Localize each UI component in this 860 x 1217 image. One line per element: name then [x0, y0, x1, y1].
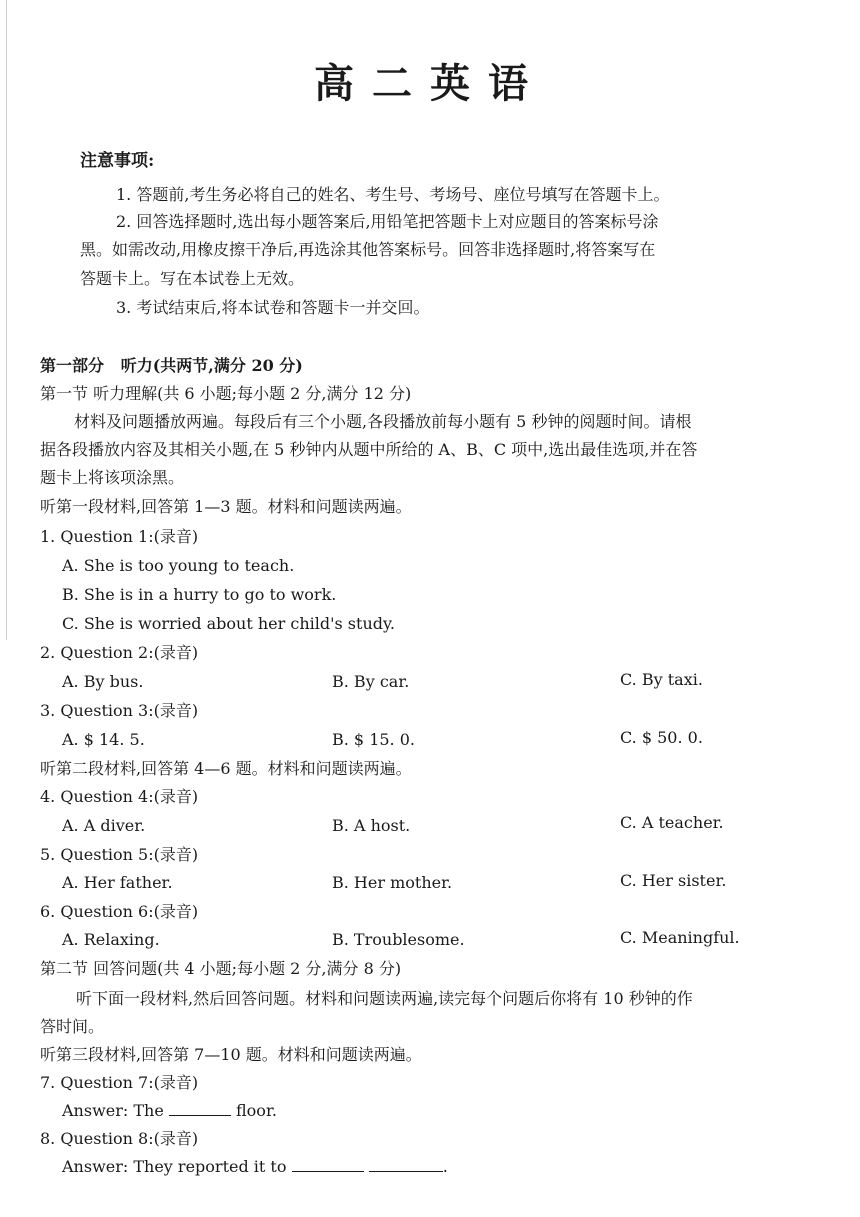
notice-item-2-line-2: 黑。如需改动,用橡皮擦干净后,再选涂其他答案标号。回答非选择题时,将答案写在 [80, 240, 656, 259]
question-8: 8. Question 8:(录音) [40, 1129, 199, 1148]
question-4-option-b: B. A host. [332, 816, 411, 835]
question-5-option-b: B. Her mother. [332, 873, 453, 892]
question-3-option-b: B. $ 15. 0. [332, 730, 415, 749]
question-6: 6. Question 6:(录音) [40, 902, 199, 921]
part1-heading [40, 355, 303, 377]
section1-heading: 第一节 听力理解(共 6 小题;每小题 2 分,满分 12 分) [40, 384, 412, 403]
question-1-option-b: B. She is in a hurry to go to work. [62, 585, 337, 604]
question-2-option-b: B. By car. [332, 672, 410, 691]
part1-heading-label: 第一部分 [40, 356, 105, 375]
question-7-answer-prefix: Answer: The [62, 1101, 164, 1120]
question-7: 7. Question 7:(录音) [40, 1073, 199, 1092]
question-4: 4. Question 4:(录音) [40, 787, 199, 806]
question-2: 2. Question 2:(录音) [40, 643, 199, 662]
question-8-answer [62, 1156, 448, 1178]
question-2-option-c: C. By taxi. [620, 670, 703, 689]
question-6-option-b: B. Troublesome. [332, 930, 465, 949]
question-8-answer-blank-2[interactable] [369, 1157, 443, 1172]
question-6-option-a: A. Relaxing. [62, 930, 160, 949]
question-3-option-a: A. $ 14. 5. [62, 730, 145, 749]
question-8-answer-blank-1[interactable] [292, 1157, 364, 1172]
notice-item-2-line-1: 2. 回答选择题时,选出每小题答案后,用铅笔把答题卡上对应题目的答案标号涂 [116, 212, 659, 231]
question-1-option-a: A. She is too young to teach. [62, 556, 295, 575]
part1-heading-detail: 听力(共两节,满分 20 分) [120, 356, 303, 375]
question-5-option-c: C. Her sister. [620, 871, 727, 890]
question-4-option-c: C. A teacher. [620, 813, 724, 832]
section2-instructions-line-1: 听下面一段材料,然后回答问题。材料和问题读两遍,读完每个问题后你将有 10 秒钟的作 [76, 989, 693, 1008]
question-7-answer-blank[interactable] [169, 1101, 231, 1116]
segment3-instructions: 听第三段材料,回答第 7—10 题。材料和问题读两遍。 [40, 1045, 422, 1064]
question-1-option-c: C. She is worried about her child's study. [62, 614, 395, 633]
question-2-option-a: A. By bus. [62, 672, 144, 691]
notice-item-1: 1. 答题前,考生务必将自己的姓名、考生号、考场号、座位号填写在答题卡上。 [116, 185, 670, 204]
segment1-instructions: 听第一段材料,回答第 1—3 题。材料和问题读两遍。 [40, 497, 412, 516]
question-3: 3. Question 3:(录音) [40, 701, 199, 720]
notice-heading: 注意事项: [80, 151, 155, 171]
question-3-option-c: C. $ 50. 0. [620, 728, 703, 747]
question-5-option-a: A. Her father. [62, 873, 173, 892]
segment2-instructions: 听第二段材料,回答第 4—6 题。材料和问题读两遍。 [40, 759, 412, 778]
notice-item-3: 3. 考试结束后,将本试卷和答题卡一并交回。 [116, 298, 430, 317]
question-1: 1. Question 1:(录音) [40, 527, 199, 546]
question-4-option-a: A. A diver. [62, 816, 146, 835]
section2-heading: 第二节 回答问题(共 4 小题;每小题 2 分,满分 8 分) [40, 959, 402, 978]
question-8-answer-prefix: Answer: They reported it to [62, 1157, 287, 1176]
section1-instructions-line-2: 据各段播放内容及其相关小题,在 5 秒钟内从题中所给的 A、B、C 项中,选出最佳选项,并在答 [40, 440, 698, 459]
question-5: 5. Question 5:(录音) [40, 845, 199, 864]
question-6-option-c: C. Meaningful. [620, 928, 740, 947]
question-8-answer-suffix: . [442, 1157, 448, 1176]
page-title: 高二英语 [314, 60, 546, 107]
section2-instructions-line-2: 答时间。 [40, 1017, 105, 1036]
section1-instructions-line-1: 材料及问题播放两遍。每段后有三个小题,各段播放前每小题有 5 秒钟的阅题时间。请根 [74, 412, 692, 431]
section1-instructions-line-3: 题卡上将该项涂黑。 [40, 468, 185, 487]
question-7-answer [62, 1100, 277, 1122]
notice-item-2-line-3: 答题卡上。写在本试卷上无效。 [80, 269, 305, 288]
question-7-answer-suffix: floor. [236, 1101, 277, 1120]
